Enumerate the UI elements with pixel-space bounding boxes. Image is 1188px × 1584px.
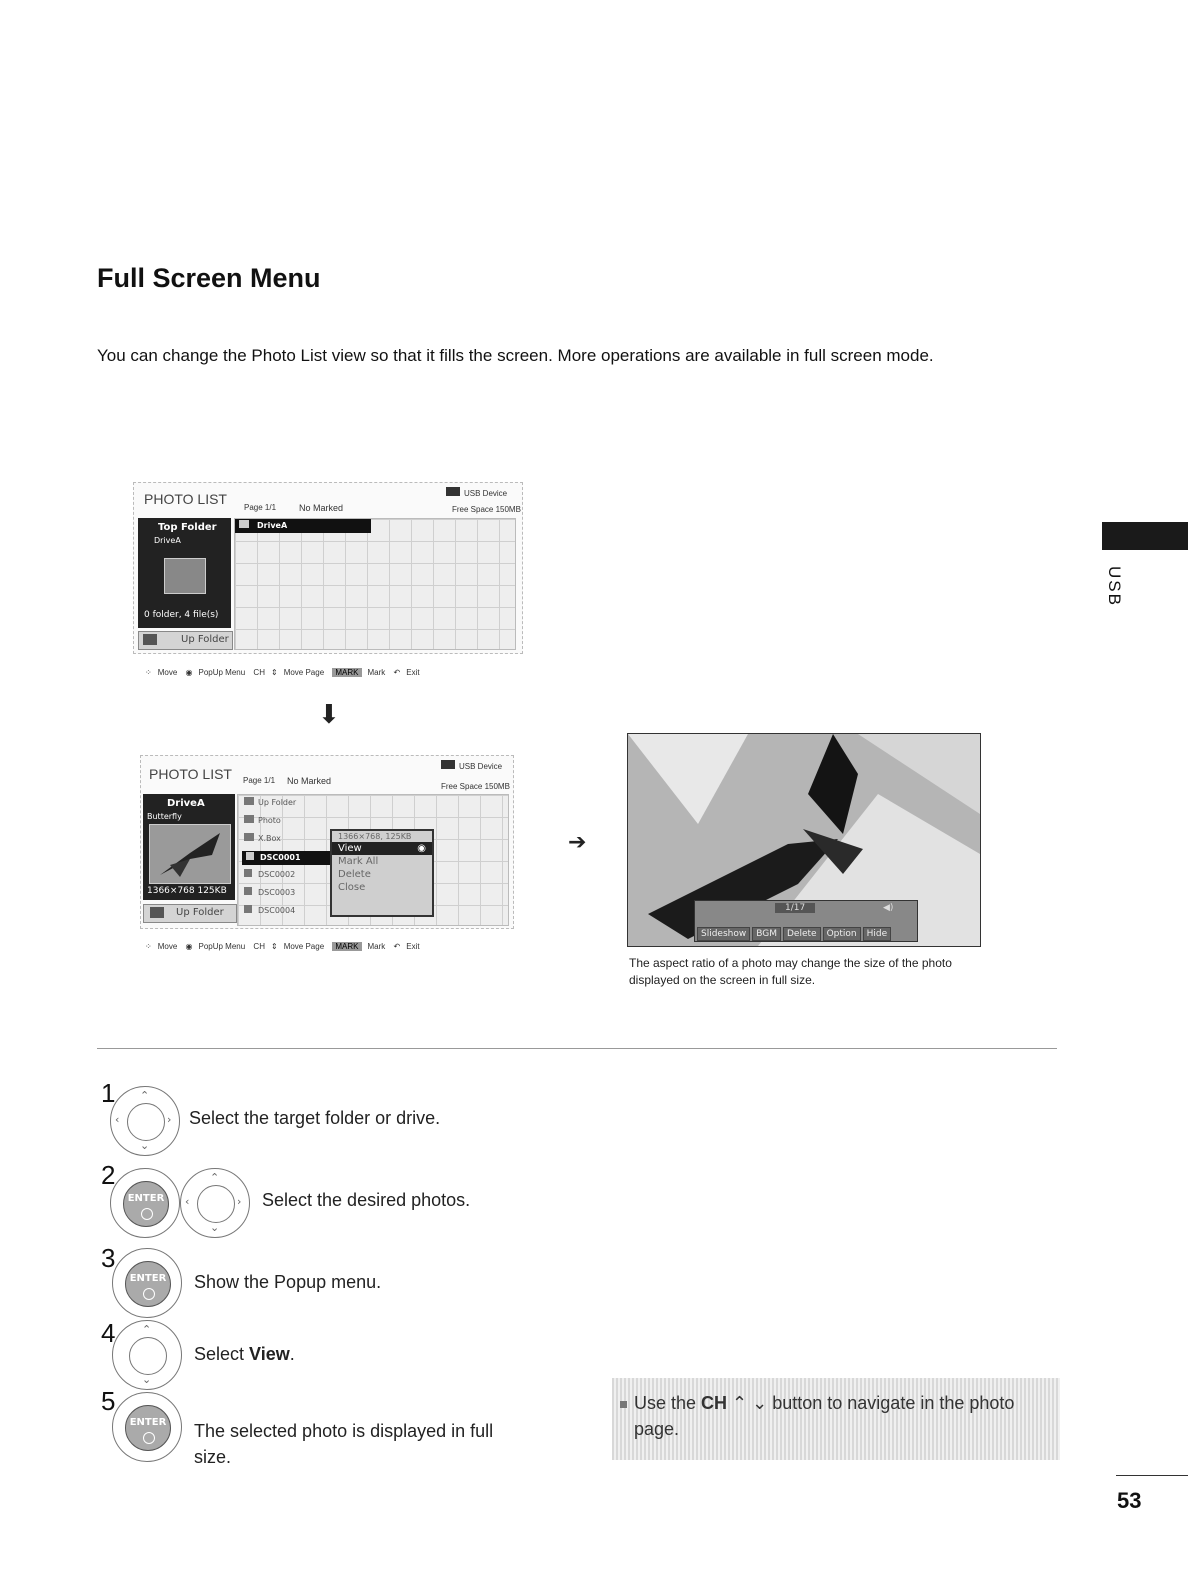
folder-icon: [244, 815, 254, 823]
option-button[interactable]: Option: [823, 927, 861, 941]
usb-device-label: USB Device: [464, 489, 508, 498]
list-item[interactable]: DSC0002: [244, 869, 295, 879]
list-item[interactable]: DSC0003: [244, 887, 295, 897]
photo-list-title: PHOTO LIST: [144, 491, 227, 507]
photo-caption: The aspect ratio of a photo may change the size of the photo displayed on the screen in full size.: [629, 956, 952, 987]
note-text-prefix: Use the: [634, 1393, 702, 1413]
right-arrow-icon: ➔: [568, 830, 587, 855]
up-folder-button[interactable]: [138, 631, 233, 650]
note-text-suffix: button to navigate in the photo page.: [634, 1393, 1015, 1439]
exit-icon: ↶: [393, 942, 401, 951]
list-item[interactable]: DSC0004: [244, 905, 295, 915]
photo-file-icon: [244, 905, 252, 913]
step-4-text: Select View.: [194, 1344, 295, 1364]
intro-paragraph: You can change the Photo List view so that it fills the screen. More operations are available in full screen mode.: [97, 346, 934, 365]
popup-item-view[interactable]: View ◉: [332, 842, 432, 855]
free-space-label: Free Space 150MB: [452, 505, 521, 514]
marked-indicator: No Marked: [287, 776, 332, 786]
step-2-text: Select the desired photos.: [262, 1190, 471, 1210]
popup-item-delete[interactable]: Delete: [338, 869, 371, 880]
hide-button[interactable]: Hide: [863, 927, 892, 941]
folder-up-icon: [143, 634, 157, 645]
ch-updown-icon: ⇕: [270, 942, 278, 951]
folder-thumbnail: [164, 558, 206, 594]
panel-info: 0 folder, 4 file(s): [144, 610, 219, 620]
legend-exit: Exit: [406, 942, 420, 951]
photo-file-icon: [244, 887, 252, 895]
page-number: 53: [1117, 1488, 1142, 1513]
photo-file-icon: [246, 852, 254, 860]
photo-list-screen-2: [140, 755, 514, 929]
selected-item-label: DriveA: [257, 521, 288, 530]
legend-exit: Exit: [406, 668, 420, 677]
popup-menu: [330, 829, 434, 917]
up-down-dial-icon: ⌃ ⌄: [112, 1320, 182, 1390]
navigation-dial-icon: ⌃ ⌄ ‹ ›: [110, 1086, 180, 1156]
legend-mark: Mark: [367, 668, 386, 677]
popup-item-mark-all[interactable]: Mark All: [338, 856, 379, 867]
up-folder-label: Up Folder: [181, 634, 229, 645]
up-folder-button[interactable]: [143, 904, 237, 923]
move-arrows-icon: ⁘: [145, 668, 152, 677]
folder-up-icon: [150, 907, 164, 918]
usb-device-label: USB Device: [459, 762, 503, 771]
page-title: Full Screen Menu: [97, 263, 321, 293]
free-space-label: Free Space 150MB: [441, 782, 510, 791]
step-2-number: 2: [101, 1160, 116, 1190]
folder-info-panel: [138, 518, 231, 628]
ok-icon: ◉: [417, 843, 426, 854]
folder-icon: [244, 797, 254, 805]
note-text-bold: CH: [701, 1393, 728, 1413]
step-1-text: Select the target folder or drive.: [189, 1108, 441, 1128]
photo-list-title: PHOTO LIST: [149, 766, 232, 782]
list-item[interactable]: X.Box: [244, 833, 281, 843]
popup-item-close[interactable]: Close: [338, 882, 366, 893]
navigation-dial-icon: ⌃ ⌄ ‹ ›: [180, 1168, 250, 1238]
slideshow-button[interactable]: Slideshow: [697, 927, 750, 941]
page-indicator: Page 1/1: [243, 776, 276, 785]
full-screen-photo: [627, 733, 981, 947]
selected-item-dsc0001[interactable]: DSC0001: [242, 851, 330, 865]
panel-title: DriveA: [167, 798, 205, 809]
section-divider: [97, 1048, 1057, 1049]
popup-header: 1366×768, 125KB: [338, 832, 412, 841]
legend-move: Move: [157, 942, 178, 951]
panel-title: Top Folder: [158, 522, 217, 533]
photo-counter: 1/17: [775, 903, 815, 913]
enter-button-icon: ENTER: [110, 1168, 180, 1238]
section-tab-label: USB: [1105, 566, 1124, 607]
file-grid[interactable]: [234, 518, 516, 650]
butterfly-thumbnail: [149, 824, 231, 884]
panel-subtitle: Butterfly: [147, 812, 182, 821]
enter-button-icon: ENTER: [112, 1248, 182, 1318]
legend-ch: CH: [253, 942, 265, 951]
page-indicator: Page 1/1: [244, 503, 277, 512]
step-5-number: 5: [101, 1386, 116, 1416]
mark-key-badge: MARK: [332, 668, 361, 677]
folder-icon: [244, 833, 254, 841]
usb-icon: [446, 487, 460, 496]
ok-icon: ◉: [185, 668, 193, 677]
legend-popup: PopUp Menu: [198, 942, 246, 951]
exit-icon: ↶: [393, 668, 401, 677]
photo-info-panel: [143, 794, 235, 900]
selected-item-drivea[interactable]: [235, 519, 371, 533]
photo-control-bar: [694, 900, 918, 942]
volume-icon: ◀): [883, 903, 894, 913]
ch-updown-icon: ⇕: [270, 668, 278, 677]
marked-indicator: No Marked: [299, 503, 344, 513]
bgm-button[interactable]: BGM: [752, 927, 781, 941]
button-legend-1: [145, 668, 525, 677]
ok-icon: ◉: [185, 942, 193, 951]
mark-key-badge: MARK: [332, 942, 361, 951]
step-3-number: 3: [101, 1243, 116, 1273]
button-legend-2: [145, 942, 525, 951]
step-1-number: 1: [101, 1078, 116, 1108]
legend-move-page: Move Page: [283, 942, 325, 951]
panel-info: 1366×768 125KB: [147, 886, 227, 896]
legend-popup: PopUp Menu: [198, 668, 246, 677]
photo-buttons: [697, 921, 893, 941]
move-arrows-icon: ⁘: [145, 942, 152, 951]
usb-icon: [441, 760, 455, 769]
butterfly-icon: [150, 825, 230, 883]
legend-ch: CH: [253, 668, 265, 677]
section-tab-marker: [1102, 522, 1188, 550]
drive-icon: [239, 520, 249, 528]
list-item[interactable]: Up Folder: [244, 797, 296, 807]
step-4-number: 4: [101, 1318, 116, 1348]
legend-move-page: Move Page: [283, 668, 325, 677]
down-arrow-icon: ⬇: [318, 700, 340, 730]
legend-move: Move: [157, 668, 178, 677]
bullet-icon: [620, 1401, 627, 1408]
ch-up-down-icon: ⌃ ⌄: [727, 1393, 773, 1413]
file-list[interactable]: [237, 794, 509, 926]
legend-mark: Mark: [367, 942, 386, 951]
photo-list-screen-1: [133, 482, 523, 654]
page-number-rule: [1116, 1475, 1188, 1476]
photo-file-icon: [244, 869, 252, 877]
panel-subtitle: DriveA: [154, 536, 181, 545]
enter-button-icon: ENTER: [112, 1392, 182, 1462]
step-3-text: Show the Popup menu.: [194, 1272, 382, 1292]
step-5-text: The selected photo is displayed in full size.: [194, 1421, 494, 1467]
list-item[interactable]: Photo: [244, 815, 281, 825]
note-box: [612, 1378, 1060, 1460]
up-folder-label: Up Folder: [176, 907, 224, 918]
delete-button[interactable]: Delete: [783, 927, 821, 941]
